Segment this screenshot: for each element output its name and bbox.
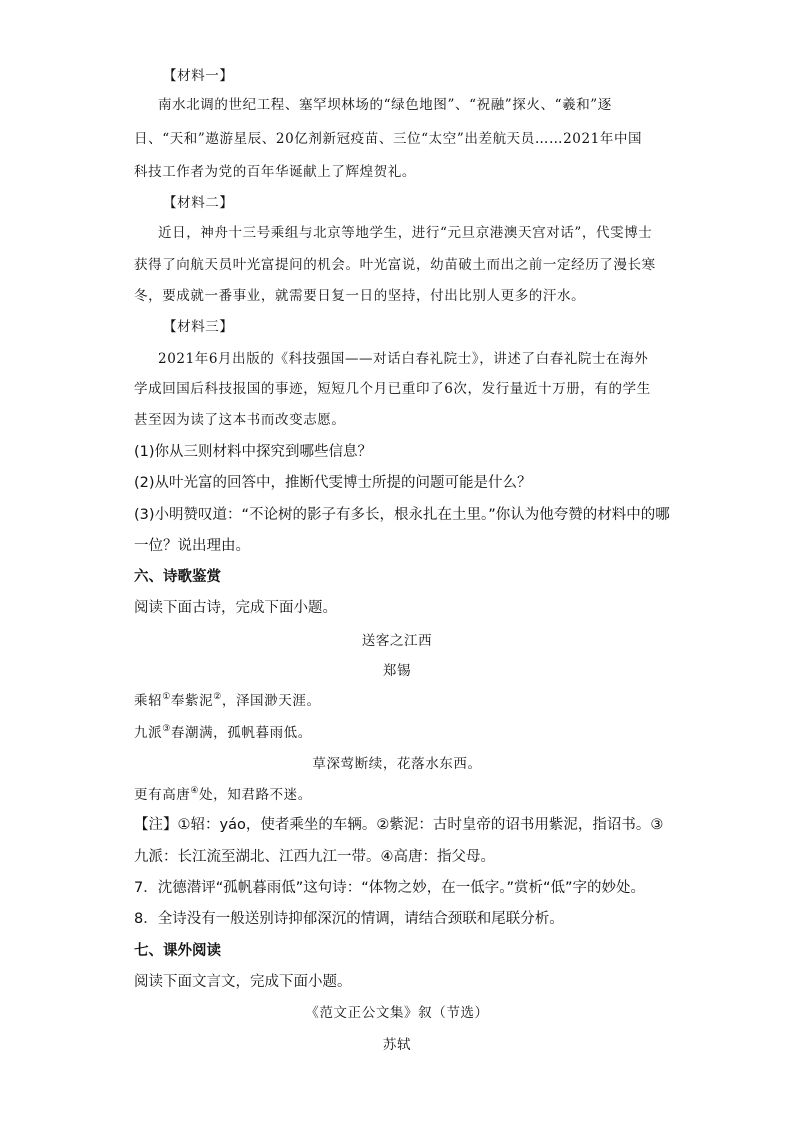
question-3-line-2: 一位？说出理由。 [134, 538, 250, 554]
material-2-heading: 【材料二】 [163, 195, 234, 211]
material-3-line-3: 甚至因为读了这本书而改变志愿。 [134, 412, 346, 428]
section-7-title: 七、课外阅读 [134, 943, 221, 959]
material-1-line-3: 科技工作者为党的百年华诞献上了辉煌贺礼。 [134, 164, 416, 180]
material-1-line-2: 日、“天和”遨游星辰、20亿剂新冠疫苗、三位“太空”出差航天员……2021年中国 [134, 131, 643, 147]
poem-title: 送客之江西 [361, 633, 433, 649]
footnote-marker-3: ③ [162, 724, 171, 734]
section-6-title: 六、诗歌鉴赏 [134, 569, 221, 585]
material-1-heading: 【材料一】 [163, 68, 234, 84]
section-7-instruction: 阅读下面文言文，完成下面小题。 [134, 974, 352, 990]
material-1-line-1: 南水北调的世纪工程、塞罕坝林场的“绿色地图”、“祝融”探火、“羲和”逐 [158, 97, 612, 113]
question-8: 8．全诗没有一般送别诗抑郁深沉的情调，请结合颈联和尾联分析。 [134, 911, 564, 927]
classical-text-author: 苏轼 [382, 1037, 412, 1053]
poem-notes-line-2: 九派：长江流至湖北、江西九江一带。④高唐：指父母。 [134, 849, 495, 865]
poem-line-2: 九派③春潮满，孤帆暮雨低。 [134, 724, 312, 741]
poem-notes-line-1: 【注】①轺：yáo，使者乘坐的车辆。②紫泥：古时皇帝的诏书用紫泥，指诏书。③ [134, 817, 664, 833]
poem-line-4: 更有高唐④处，知君路不迷。 [134, 786, 312, 803]
footnote-marker-4: ④ [190, 786, 200, 796]
classical-text-title: 《范文正公文集》叙（节选） [305, 1005, 489, 1021]
question-7: 7．沈德潜评“孤帆暮雨低”这句诗：“体物之妙，在一低字。”赏析“低”字的妙处。 [134, 880, 646, 896]
question-1: (1)你从三则材料中探究到哪些信息？ [134, 444, 373, 460]
poem-line-3: 草深莺断续，花落水东西。 [312, 756, 482, 772]
question-2: (2)从叶光富的回答中，推断代雯博士所提的问题可能是什么？ [134, 475, 532, 491]
question-3-line-1: (3)小明赞叹道：“不论树的影子有多长，根永扎在土里。”你认为他夸赞的材料中的哪 [134, 507, 670, 523]
material-3-line-2: 学成回国后科技报国的事迹，短短几个月已重印了6次，发行量近十万册，有的学生 [134, 381, 651, 397]
material-3-line-1: 2021年6月出版的《科技强国——对话白春礼院士》，讲述了白春礼院士在海外 [158, 351, 649, 367]
section-6-instruction: 阅读下面古诗，完成下面小题。 [134, 600, 337, 616]
poem-line-1: 乘轺①奉紫泥②，泽国渺天涯。 [134, 692, 321, 709]
material-3-heading: 【材料三】 [163, 319, 234, 335]
footnote-marker-1: ① [162, 692, 171, 702]
material-2-line-1: 近日，神舟十三号乘组与北京等地学生，进行“元旦京港澳天宫对话”，代雯博士 [158, 225, 653, 241]
material-2-line-2: 获得了向航天员叶光富提问的机会。叶光富说，幼苗破土而出之前一定经历了漫长寒 [134, 257, 656, 273]
poem-author: 郑锡 [382, 663, 412, 679]
footnote-marker-2: ② [213, 692, 222, 702]
material-2-line-3: 冬，要成就一番事业，就需要日复一日的坚持，付出比别人更多的汗水。 [134, 288, 586, 304]
